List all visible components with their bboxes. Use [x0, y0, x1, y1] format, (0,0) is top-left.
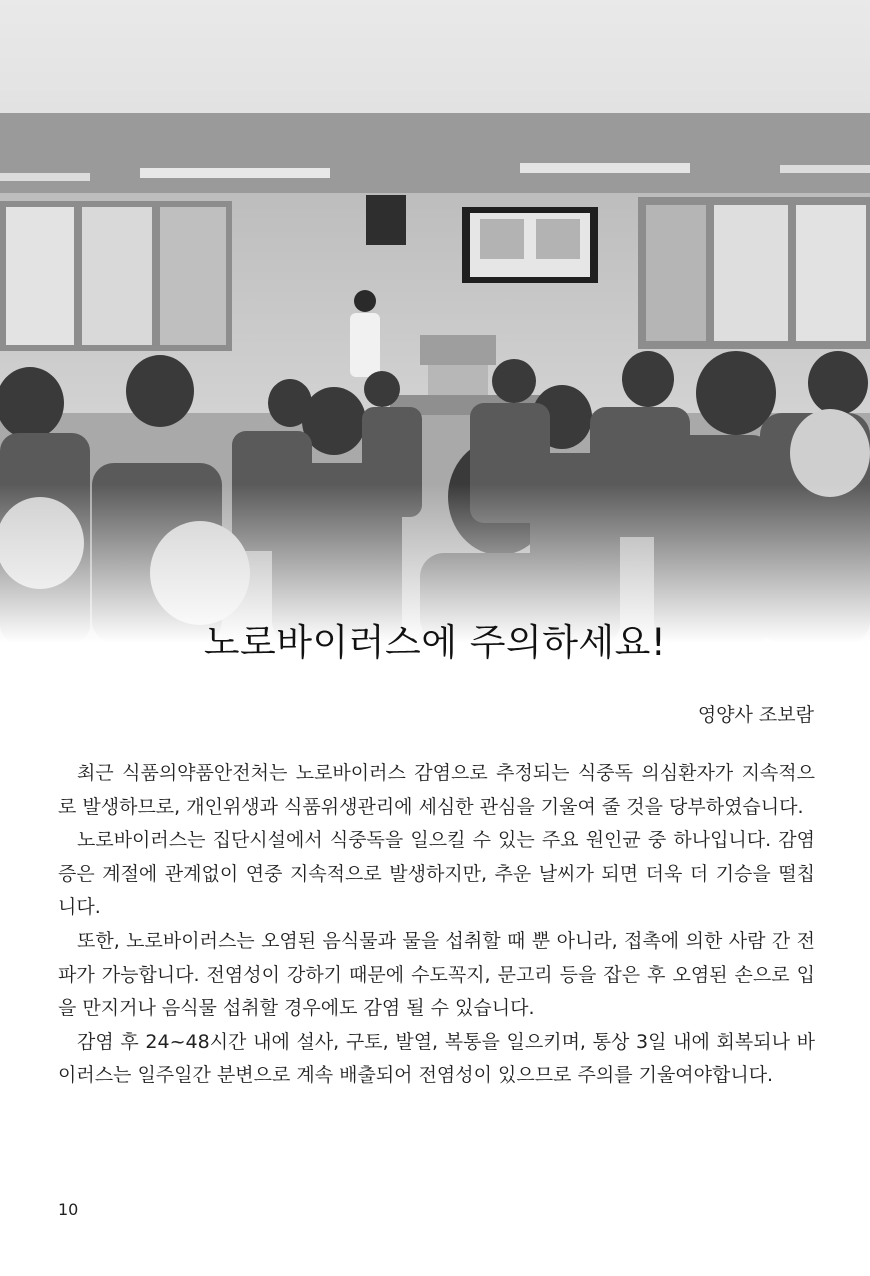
- top-band: [0, 0, 870, 113]
- article-body: [58, 757, 815, 1093]
- paragraph: 감염 후 24~48시간 내에 설사, 구토, 발열, 복통을 일으키며, 통상 3일 내에 회복되나 바이러스는 일주일간 분변으로 계속 배출되어 전염성이 있으므로 주의를 기울여야합니다.: [58, 1030, 815, 1087]
- article-title: 노로바이러스에 주의하세요!: [203, 621, 667, 664]
- paragraph: 노로바이러스는 집단시설에서 식중독을 일으킬 수 있는 주요 원인균 중 하나입니다. 감염증은 계절에 관계없이 연중 지속적으로 발생하지만, 추운 날씨가 되면 더욱 더 기승을 떨칩니다.: [58, 829, 815, 919]
- paragraph: 또한, 노로바이러스는 오염된 음식물과 물을 섭취할 때 뿐 아니라, 접촉에 의한 사람 간 전파가 가능합니다. 전염성이 강하기 때문에 수도꼭지, 문고리 등을 잡은 후 오염된 손으로 입을 만지거나 음식물 섭취할 경우에도 감염 될 수 있습니다.: [58, 929, 815, 1020]
- lecture-photo: [0, 113, 870, 643]
- article-author: 영양사 조보람: [697, 704, 814, 726]
- page-number: 10: [58, 1200, 79, 1219]
- paragraph: 최근 식품의약품안전처는 노로바이러스 감염으로 추정되는 식중독 의심환자가 지속적으로 발생하므로, 개인위생과 식품위생관리에 세심한 관심을 기울여 줄 것을 당부하였습니다.: [58, 762, 815, 818]
